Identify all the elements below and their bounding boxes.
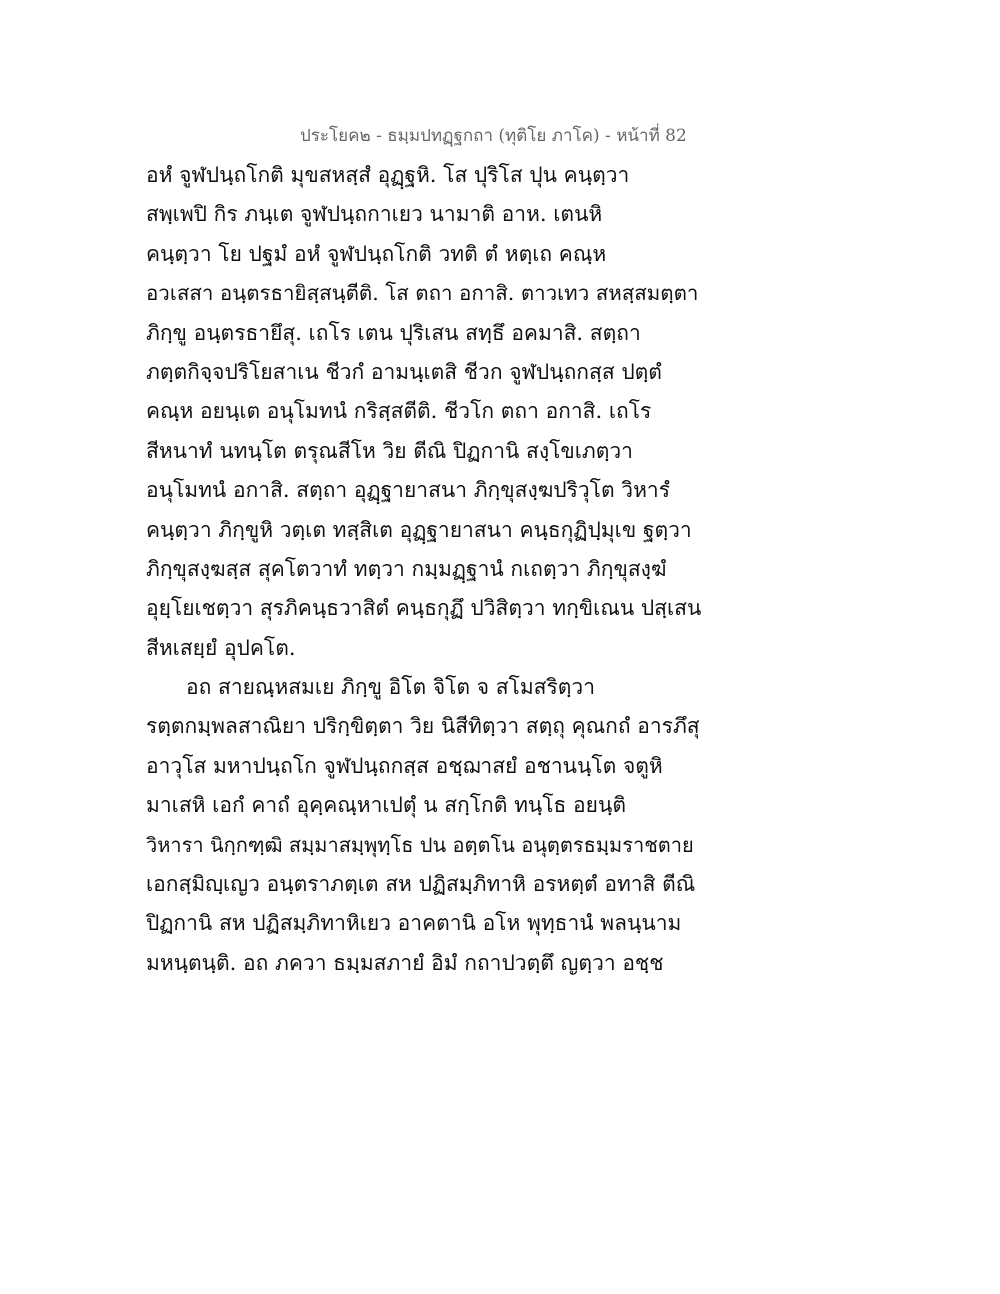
- running-header: ประโยค๒ - ธมฺมปทฏฺฐกถา (ทุติโย ภาโค) - หน้าที่ 82: [300, 126, 687, 146]
- text-line: ภิกฺขู อนฺตรธายึสุ. เถโร เตน ปุริเสน สทฺธึ อคมาสิ. สตฺถา: [146, 320, 641, 345]
- text-line: อนุโมทนํ อกาสิ. สตฺถา อุฏฺฐายาสนา ภิกฺขุสงฺฆปริวุโต วิหารํ: [146, 478, 670, 503]
- text-line: คนฺตฺวา โย ปฐมํ อหํ จูฬปนฺถโกติ วทติ ตํ หตฺเถ คณฺห: [146, 241, 607, 266]
- text-line: สีหนาทํ นทนฺโต ตรุณสีโห วิย ตีณิ ปิฏกานิ สงฺโขเภตฺวา: [146, 438, 633, 463]
- text-line: อาวุโส มหาปนฺถโก จูฬปนฺถกสฺส อชฺฌาสยํ อชานนฺโต จตูหิ: [146, 753, 663, 778]
- text-line: มาเสหิ เอกํ คาถํ อุคฺคณฺหาเปตุํ น สกฺโกติ ทนฺโธ อยนฺติ: [146, 793, 626, 818]
- text-line: อหํ จูฬปนฺถโกติ มุขสหสฺสํ อุฏฺฐหิ. โส ปุริโส ปุน คนฺตฺวา: [146, 163, 630, 187]
- text-line: สีหเสยฺยํ อุปคโต.: [146, 635, 296, 660]
- text-line: ภตฺตกิจฺจปริโยสาเน ชีวกํ อามนฺเตสิ ชีวก จูฬปนฺถกสฺส ปตฺตํ: [146, 359, 662, 384]
- text-line: รตฺตกมฺพลสาณิยา ปริกฺขิตฺตา วิย นิสีทิตฺวา สตฺถุ คุณกถํ อารภึสุ: [146, 714, 700, 739]
- text-line: คณฺห อยนฺเต อนุโมทนํ กริสฺสตีติ. ชีวโก ตถา อกาสิ. เถโร: [146, 399, 652, 424]
- body-text: [146, 156, 706, 983]
- paragraph-first-line: อถ สายณฺหสมเย ภิกฺขู อิโต จิโต จ สโมสริตฺวา: [186, 675, 595, 700]
- text-line: มหนฺตนฺติ. อถ ภควา ธมฺมสภายํ อิมํ กถาปวตฺตึ ญตฺวา อชฺช: [146, 950, 664, 975]
- text-line: คนฺตฺวา ภิกฺขูหิ วตฺเต ทสฺสิเต อุฏฺฐายาสนา คนฺธกุฏิปฺมุเข ฐตฺวา: [146, 517, 692, 542]
- text-line: อุยฺโยเชตฺวา สุรภิคนฺธวาสิตํ คนฺธกุฏึ ปวิสิตฺวา ทกฺขิเณน ปสฺเสน: [146, 596, 702, 621]
- text-line: ปิฏกานิ สห ปฏิสมฺภิทาหิเยว อาคตานิ อโห พุทฺธานํ พลนฺนาม: [146, 911, 682, 936]
- text-line: สพฺเพปิ กิร ภนฺเต จูฬปนฺถกาเยว นามาติ อาห. เตนหิ: [146, 202, 603, 227]
- text-line: ภิกฺขุสงฺฆสฺส สุคโตวาทํ ทตฺวา กมฺมฏฺฐานํ กเถตฺวา ภิกฺขุสงฺฆํ: [146, 556, 667, 581]
- text-line: อวเสสา อนฺตรธายิสฺสนฺตีติ. โส ตถา อกาสิ. ตาวเทว สหสฺสมตฺตา: [146, 281, 699, 306]
- text-line: เอกสฺมิญฺเญว อนฺตราภตฺเต สห ปฏิสมฺภิทาหิ อรหตฺตํ อทาสิ ตีณิ: [146, 872, 696, 897]
- text-line: วิหารา นิกฺกฑฺฒิ สมฺมาสมฺพุทฺโธ ปน อตฺตโน อนุตฺตรธมฺมราชตาย: [146, 832, 694, 857]
